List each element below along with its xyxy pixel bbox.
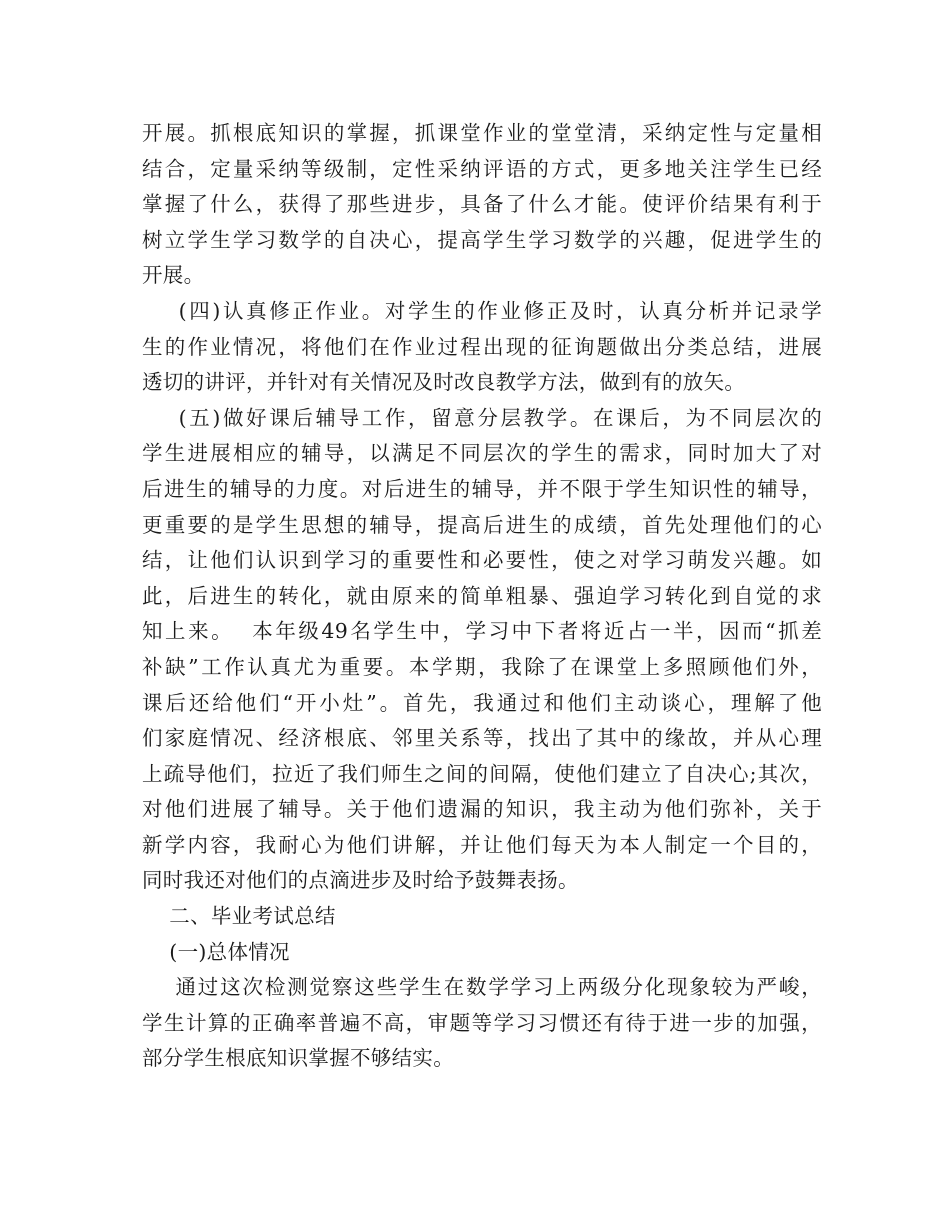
text-line: 们家庭情况、经济根底、邻里关系等，找出了其中的缘故，并从心理 <box>142 726 822 751</box>
text-line: 课后还给他们“开小灶”。首先，我通过和他们主动谈心，理解了他 <box>142 690 822 715</box>
text-line: 补缺”工作认真尤为重要。本学期，我除了在课堂上多照顾他们外， <box>142 654 822 679</box>
text-line: 开展。 <box>142 263 205 288</box>
text-line: 生的作业情况，将他们在作业过程出现的征询题做出分类总结，进展 <box>142 334 822 359</box>
text-line: 此，后进生的转化，就由原来的简单粗暴、强迫学习转化到自觉的求 <box>142 583 822 608</box>
subsection-heading: (一)总体情况 <box>142 939 290 964</box>
section-heading: 二、毕业考试总结 <box>142 904 336 929</box>
text-line: 同时我还对他们的点滴进步及时给予鼓舞表扬。 <box>142 868 579 893</box>
text-line: 对他们进展了辅导。关于他们遗漏的知识，我主动为他们弥补，关于 <box>142 797 822 822</box>
text-line: 上疏导他们，拉近了我们师生之间的间隔，使他们建立了自决心;其次， <box>142 761 822 786</box>
text-line: 树立学生学习数学的自决心，提高学生学习数学的兴趣，促进学生的 <box>142 227 822 252</box>
text-line: 后进生的辅导的力度。对后进生的辅导，并不限于学生知识性的辅导， <box>142 476 822 501</box>
text-line: 学生计算的正确率普遍不高，审题等学习习惯还有待于进一步的加强， <box>142 1010 822 1035</box>
text-line: 新学内容，我耐心为他们讲解，并让他们每天为本人制定一个目的， <box>142 832 822 857</box>
text-line: 部分学生根底知识掌握不够结实。 <box>142 1046 454 1071</box>
text-line: 更重要的是学生思想的辅导，提高后进生的成绩，首先处理他们的心 <box>142 512 822 537</box>
text-line: (五)做好课后辅导工作，留意分层教学。在课后，为不同层次的 <box>142 405 822 430</box>
text-line: 开展。抓根底知识的掌握，抓课堂作业的堂堂清，采纳定性与定量相 <box>142 121 822 145</box>
text-line: 结，让他们认识到学习的重要性和必要性，使之对学习萌发兴趣。如 <box>142 548 822 573</box>
text-line: 结合，定量采纳等级制，定性采纳评语的方式，更多地关注学生已经 <box>142 156 822 181</box>
text-line: 掌握了什么，获得了那些进步，具备了什么才能。使评价结果有利于 <box>142 192 822 217</box>
text-line: (四)认真修正作业。对学生的作业修正及时，认真分析并记录学 <box>142 298 822 323</box>
text-line: 知上来。 本年级49名学生中，学习中下者将近占一半，因而“抓差 <box>142 619 822 644</box>
text-line: 透切的讲评，并针对有关情况及时改良教学方法，做到有的放矢。 <box>142 370 746 395</box>
text-line: 学生进展相应的辅导，以满足不同层次的学生的需求，同时加大了对 <box>142 441 822 466</box>
document-body <box>142 116 822 1077</box>
text-line: 通过这次检测觉察这些学生在数学学习上两级分化现象较为严峻， <box>142 975 822 1000</box>
